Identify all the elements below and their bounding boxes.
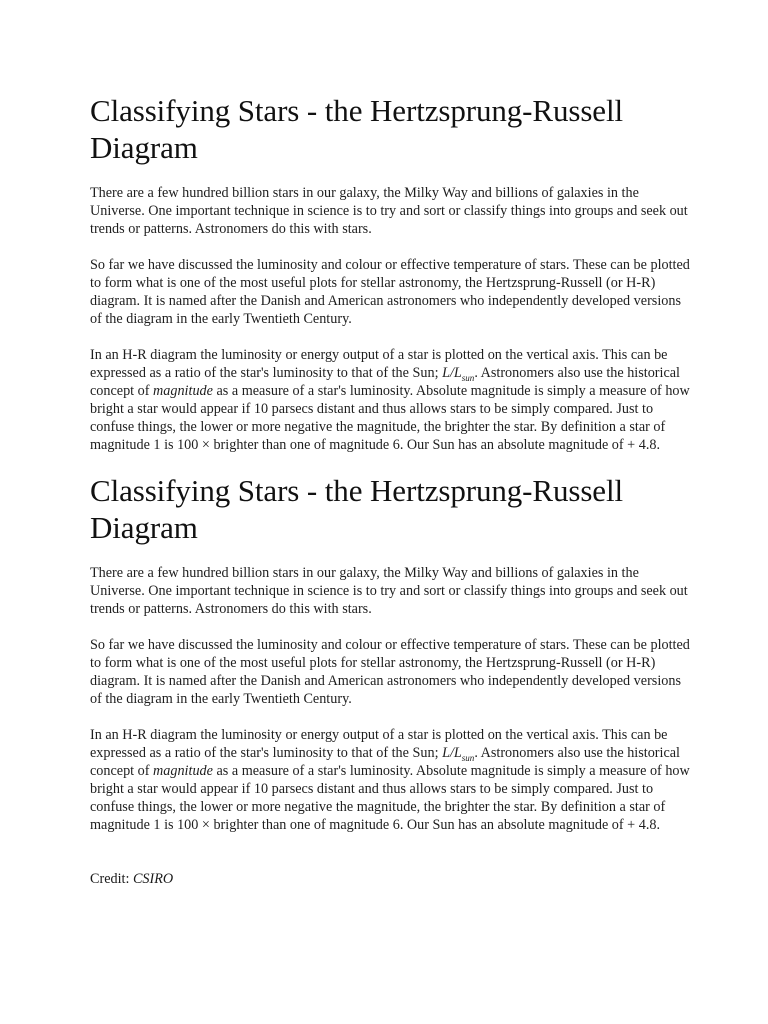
paragraph-text: . Astronomers also use the historical concept of <box>90 365 680 399</box>
luminosity-ratio: $L/L_{sun}$ <box>442 365 475 383</box>
section-heading: Classifying Stars - the Hertzsprung-Russell Diagram <box>90 93 623 165</box>
hr-diagram-paragraph <box>90 346 690 454</box>
credit-source: CSIRO <box>132 871 174 887</box>
intro-paragraph: There are a few hundred billion stars in our galaxy, the Milky Way and billions of galaxies in the Universe. One important technique in science is to try and sort or classify things into groups and seek out trends or patterns. Astronomers do this with stars. <box>90 185 688 237</box>
magnitude-term: magnitude <box>153 383 213 399</box>
article-section <box>90 472 690 834</box>
luminosity-paragraph: So far we have discussed the luminosity and colour or effective temperature of stars. These can be plotted to form what is one of the most useful plots for stellar astronomy, the Hertzsprung-Russell (or H-R) diagram. It is named after the Danish and American astronomers who independently developed versions of the diagram in the early Twentieth Century. <box>90 637 690 707</box>
article-section <box>90 92 690 454</box>
paragraph-text: In an H-R diagram the luminosity or energy output of a star is plotted on the vertical axis. This can be expressed as a ratio of the star's luminosity to that of the Sun; <box>90 727 668 761</box>
paragraph-text: . Astronomers also use the historical concept of <box>90 745 680 779</box>
paragraph-text: as a measure of a star's luminosity. Absolute magnitude is simply a measure of how bright a star would appear if 10 parsecs distant and thus allows stars to be simply compared. Just to confuse things, the lower or more negative the magnitude, the brighter the star. By definition a star of magnitude 1 is 100 × brighter than one of magnitude 6. Our Sun has an absolute magnitude of + 4.8. <box>90 763 690 833</box>
document-page <box>90 92 690 888</box>
magnitude-term: magnitude <box>153 763 213 779</box>
image-credit <box>90 870 690 888</box>
luminosity-paragraph: So far we have discussed the luminosity and colour or effective temperature of stars. These can be plotted to form what is one of the most useful plots for stellar astronomy, the Hertzsprung-Russell (or H-R) diagram. It is named after the Danish and American astronomers who independently developed versions of the diagram in the early Twentieth Century. <box>90 257 690 327</box>
paragraph-text: In an H-R diagram the luminosity or energy output of a star is plotted on the vertical axis. This can be expressed as a ratio of the star's luminosity to that of the Sun; <box>90 347 668 381</box>
intro-paragraph: There are a few hundred billion stars in our galaxy, the Milky Way and billions of galaxies in the Universe. One important technique in science is to try and sort or classify things into groups and seek out trends or patterns. Astronomers do this with stars. <box>90 565 688 617</box>
section-heading: Classifying Stars - the Hertzsprung-Russell Diagram <box>90 473 623 545</box>
paragraph-text: as a measure of a star's luminosity. Absolute magnitude is simply a measure of how bright a star would appear if 10 parsecs distant and thus allows stars to be simply compared. Just to confuse things, the lower or more negative the magnitude, the brighter the star. By definition a star of magnitude 1 is 100 × brighter than one of magnitude 6. Our Sun has an absolute magnitude of + 4.8. <box>90 383 690 453</box>
luminosity-ratio: $L/L_{sun}$ <box>442 745 475 763</box>
credit-label: Credit: <box>90 871 133 887</box>
hr-diagram-paragraph <box>90 726 690 834</box>
